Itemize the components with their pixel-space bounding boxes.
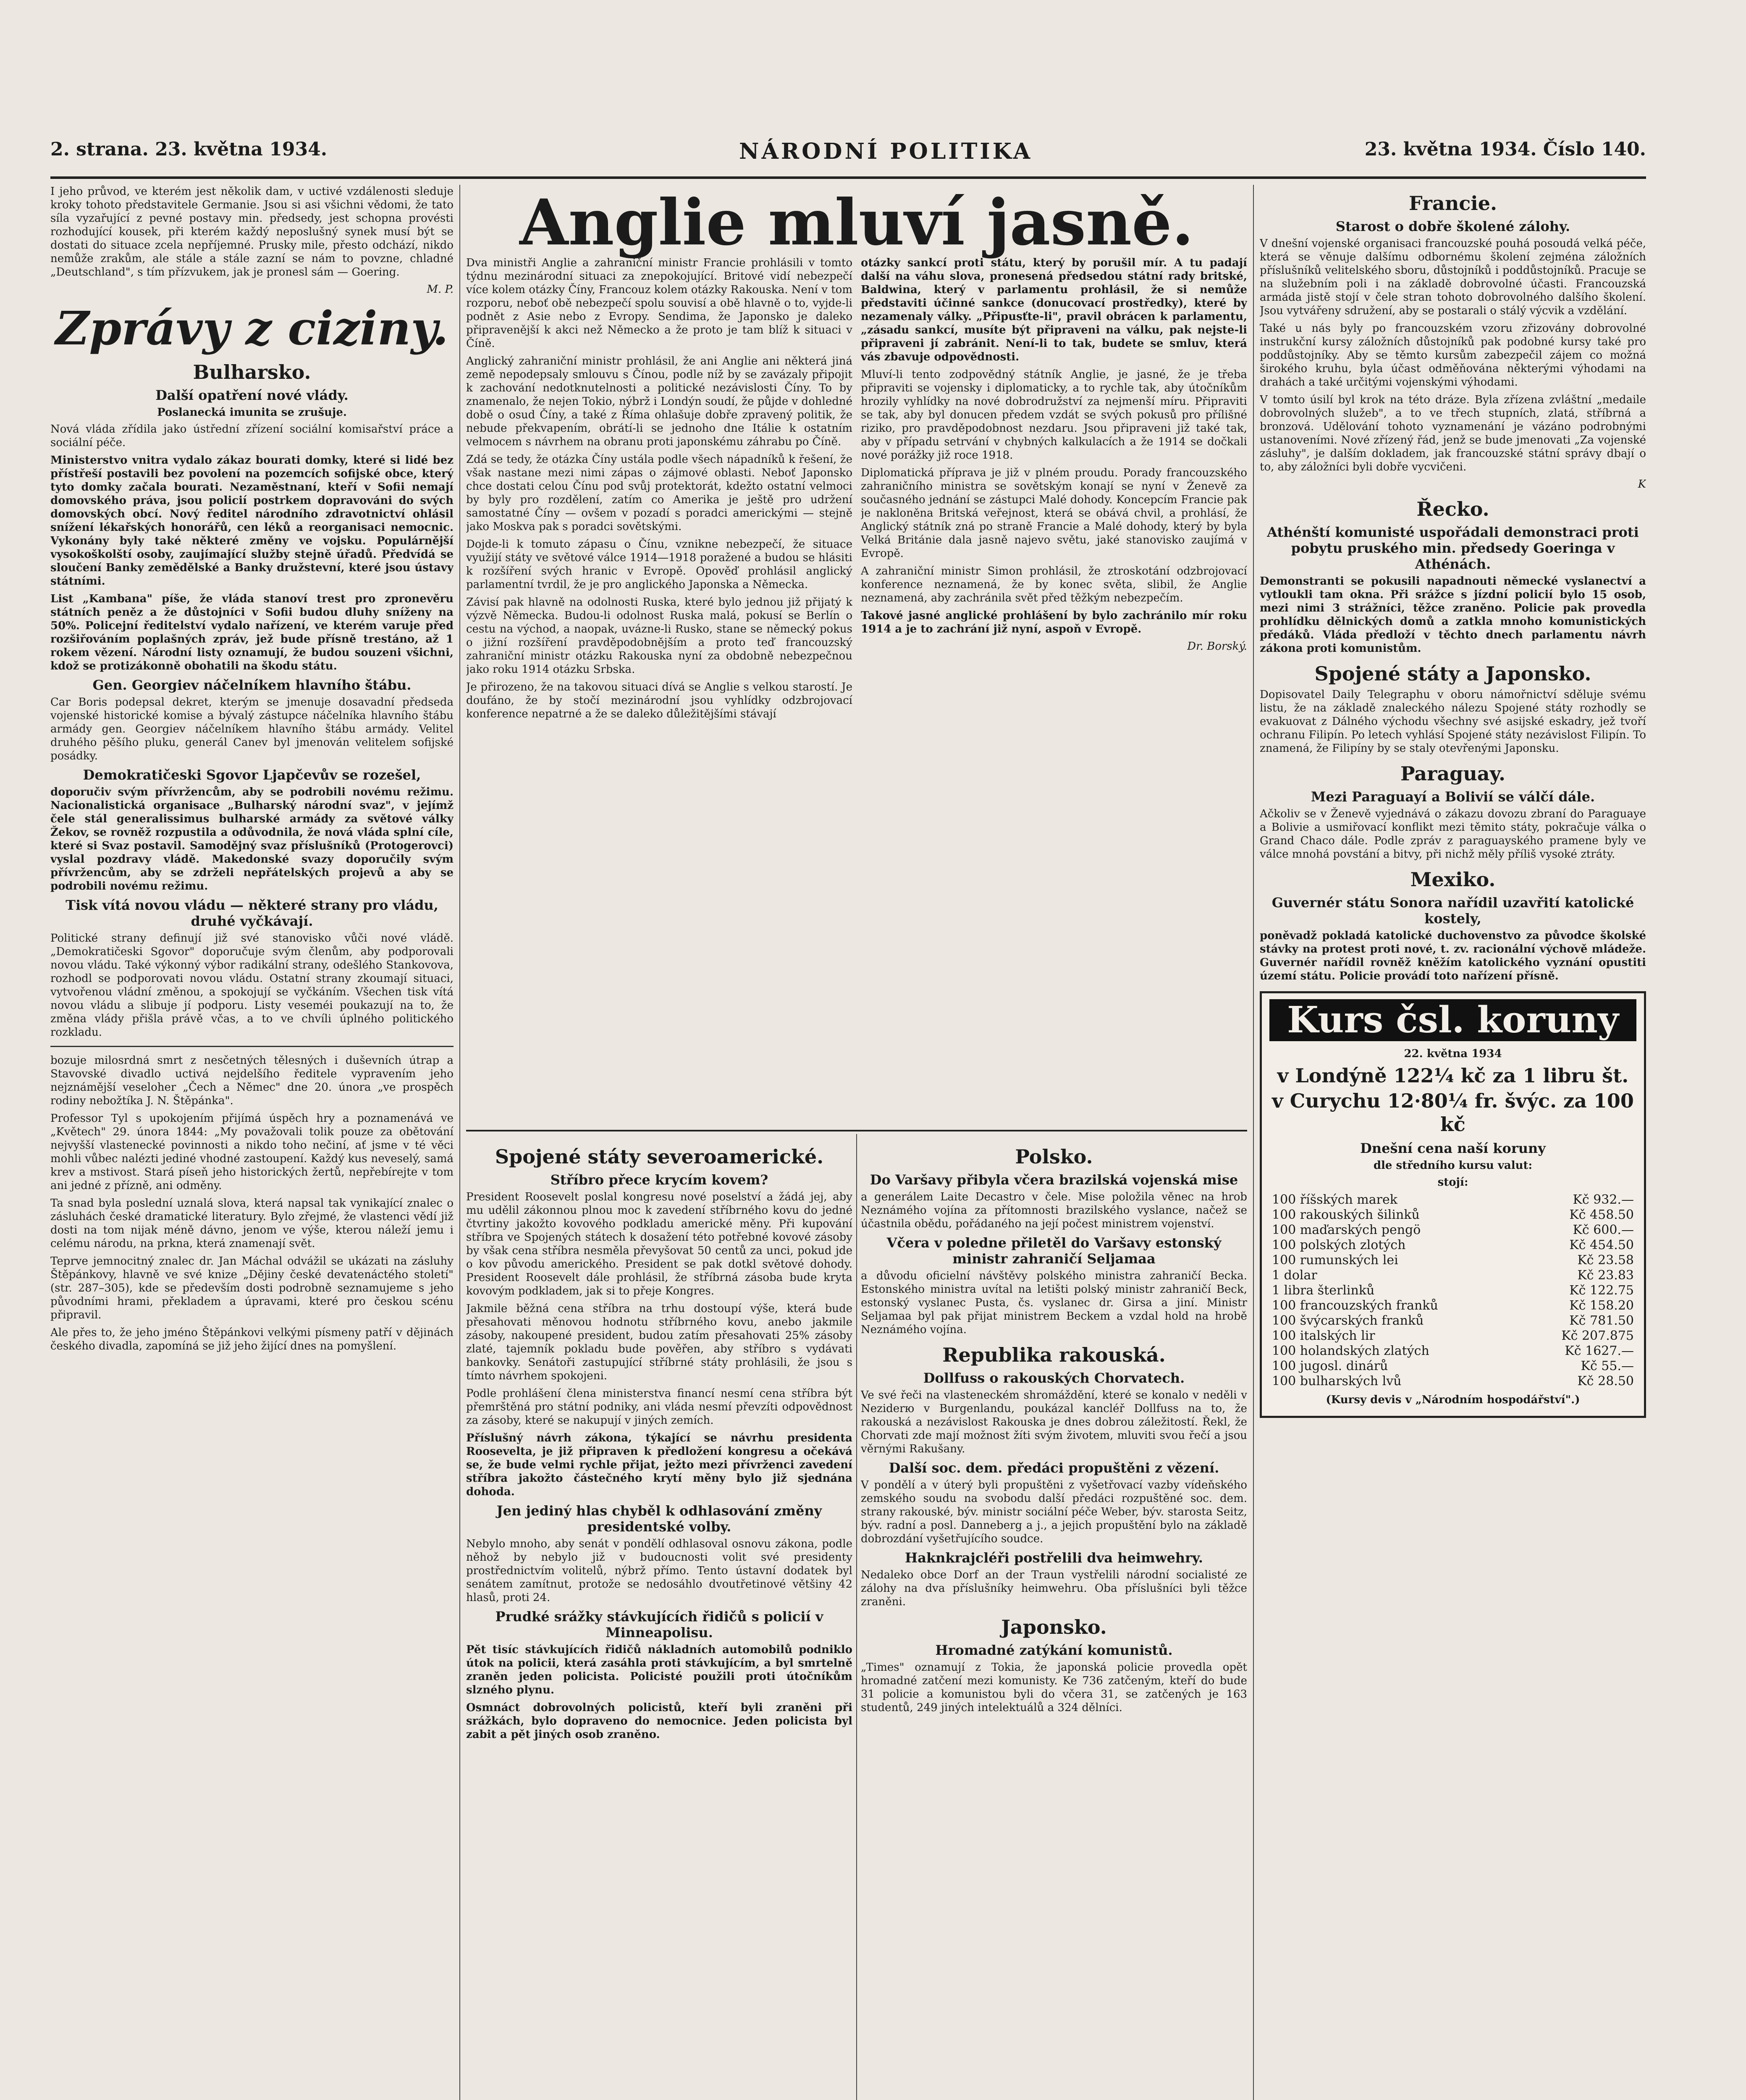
rate-value: Kč 158.20 [1569,1298,1634,1313]
paragraph: otázky sankcí proti státu, který by porušil mír. A tu padají další na váhu slova, pronesená předsedou státní rady britské, Baldwina, který v parlamentu prohlásil, že si nemůže představiti účinné sankce (donucovací prostředky), které by nezamenaly války. „Připusťte-li", pravil obrácen k parlamentu, „zásadu sankcí, musíte být připraveni na válku, pak nejste-li připraveni jí zabránit. Není-li to tak, budete se smluv, která vás zbavuje odpovědnosti. [861,257,1247,363]
rate-currency: 100 rumunských lei [1272,1253,1398,1268]
rate-currency: 100 rakouských šilinků [1272,1208,1420,1222]
article-heading: Dollfuss o rakouských Chorvatech. [923,1370,1185,1386]
country-heading: Paraguay. [1400,762,1506,785]
rate-row [1269,1238,1636,1253]
rate-currency: 1 libra šterlinků [1272,1283,1375,1298]
country-heading: Bulharsko. [193,361,311,383]
rates-table [1269,1192,1636,1389]
currency-rates-box [1260,991,1646,1418]
lead-article-col-a [466,256,852,1121]
rate-currency: 100 polských zlotých [1272,1238,1406,1252]
paragraph: a důvodu oficielní návštěvy polského ministra zahraničí Becka. Estonského ministra uvítal na letišti polský ministr zahraničí Beck, estonský vyslanec Pusta, čs. vyslanec dr. Girsa a jiní. Ministr Seljamaa byl pak přijat ministrem Beckem a vzdal hold na hrobě Neznámého vojína. [861,1270,1247,1336]
rate-currency: 100 říšských marek [1272,1192,1397,1207]
article-heading: Prudké srážky stávkujících řidičů s policií v Minneapolisu. [495,1609,823,1641]
rate-row [1269,1192,1636,1208]
currency-date: 22. května 1934 [1404,1047,1502,1060]
article-heading: Starost o dobře školené zálohy. [1335,218,1570,234]
article-heading: Athénští komunisté uspořádali demonstraci proti pobytu pruského min. předsedy Goeringa v Athénách. [1267,524,1639,572]
rate-row [1269,1268,1636,1283]
paragraph: V pondělí a v úterý byli propuštěni z vyšetřovací vazby vídeňského zemského soudu na svobodu další předáci rozpuštěné soc. dem. strany rakouské, býv. ministr sociální péče Weber, býv. starosta Seitz, býv. radní a posl. Danneberg a j., a jejich propuštění bylo na základě dobrozdání vyšetřujícího soudce. [861,1479,1247,1545]
paragraph: Demonstranti se pokusili napadnouti německé vyslanectví a vytloukli tam okna. Při srážce s jízdní policií bylo 15 osob, mezi nimi 3 strážníci, těžce zraněno. Policie pak provedla prohlídku dělnických domů a zatkla mnoho komunistických předáků. Vláda předloží v těchto dnech parlamentu návrh zákona proti komunistům. [1260,575,1646,655]
paragraph: Ta snad byla poslední uznalá slova, která napsal tak vynikající znalec o zásluhách české dramatické literatury. Bylo zřejmé, že vlastenci vědí již dosti na tom nijak méně dávno, jenom ve výše, kterou náleží jemu i celému národu, na prkna, která znamenají svět. [50,1197,454,1250]
paragraph: Je přirozeno, že na takovou situaci dívá se Anglie s velkou starostí. Je doufáno, že by stočí mezinárodní jsou vyhlídky odzbrojovací konference nepatrné a že se daleko důležitějšími stávají [466,681,852,720]
country-heading: Republika rakouská. [942,1344,1166,1366]
article-heading: Další opatření nové vlády. [155,387,349,403]
rate-row [1269,1298,1636,1313]
column-europe-asia [861,1138,1247,2100]
country-heading: Řecko. [1416,498,1489,520]
country-heading: Spojené státy severoamerické. [495,1145,824,1168]
rate-row [1269,1359,1636,1374]
signature: K [1638,478,1646,491]
paragraph: a generálem Laite Decastro v čele. Mise položila věnec na hrob Neznámého vojína za přítomnosti brazilského vyslance, načež se účastnila obědu, pořádaného na její počest ministrem vojenství. [861,1191,1247,1230]
article-heading: Včera v poledne přiletěl do Varšavy estonský ministr zahraničí Seljamaa [886,1235,1222,1267]
masthead [50,139,1646,179]
rate-value: Kč 28.50 [1577,1374,1634,1389]
rate-row [1269,1344,1636,1359]
rate-value: Kč 55.— [1581,1359,1634,1373]
rate-value: Kč 458.50 [1569,1208,1634,1222]
paragraph: Diplomatická příprava je již v plném proudu. Porady francouzského zahraničního ministra se sovětským konají se nyní v Ženevě za současného jednání se zástupci Malé dohody. Koncepcím Francie pak je nakloněna Britská veřejnost, která se obává chvil, a prohlásí, že Anglický státník zná po straně Francie a Malé dohody, který by byla Velká Británie dala jasně najevo světu, jaké stanovisko zaujímá v Evropě. [861,467,1247,560]
rate-value: Kč 932.— [1573,1192,1634,1207]
currency-column-label: stojí: [1437,1176,1468,1189]
article-heading: Gen. Georgiev náčelníkem hlavního štábu. [92,677,412,693]
paragraph: Nedaleko obce Dorf an der Traun vystřelili národní socialisté ze zálohy na dva příslušníky heimwehru. Oba příslušníci byli těžce zraněni. [861,1569,1247,1608]
paragraph: Dopisovatel Daily Telegraphu v oboru námořnictví sděluje svému listu, že na základě znaleckého nálezu Spojené státy rozhodly se evakuovat z Dálného východu všechny své asijské eskadry, jež tvoří ochranu Filipín. Po letech vyhlásí Spojené státy nezávislost Filipín. To znamená, že Filipíny by se staly otevřenými Japonsku. [1260,688,1646,755]
paragraph: bozuje milosrdná smrt z nesčetných tělesných i duševních útrap a Stavovské divadlo uctivá nejdelšího ředitele vypravením jeho nejznámější veseloher „Čech a Němec" dne 20. února „ve prospěch rodiny nebožtíka J. N. Štěpánka". [50,1054,454,1107]
column-rule [1253,185,1254,2100]
page-number-date: 2. strana. 23. května 1934. [50,139,328,160]
rate-currency: 100 švýcarských franků [1272,1313,1424,1328]
paragraph: Takové jasné anglické prohlášení by bylo zachránilo mír roku 1914 a je to zachrání již nyní, aspoň v Evropě. [861,609,1247,635]
paragraph: Také u nás byly po francouzském vzoru zřizovány dobrovolné instrukční kursy záložních důstojníků pak podobné kursy také pro poddůstojníky. Aby se těmto kursům zabezpečil zájem co možná širokého kruhu, byla účast odměňována některými výhodami na drahách a také určitými vojenskými výhodami. [1260,322,1646,388]
paragraph: Příslušný návrh zákona, týkající se návrhu presidenta Roosevelta, je již připraven k předložení kongresu a očekává se, že bude velmi rychle přijat, ježto mezi přívrženci zavedení stříbra jakožto částečného krytí měny bylo již sjednána dohoda. [466,1432,852,1498]
paragraph: President Roosevelt poslal kongresu nové poselství a žádá jej, aby mu udělil zákonnou plnou moc k zavedení stříbrného kovu do jedné čtvrtiny jakožto kovového podkladu americké měny. Při kupování stříbra ve Spojených státech k dosažení této potřebné kovové zásoby by však cena stříbra nesměla převyšovat 50 centů za unci, pokud jde o kov původu amerického. President se pak dotkl světové dohody. President Roosevelt dále prohlásil, že stříbrná zásoba bude kryta kovovým podkladem, jak si to přeje Kongres. [466,1191,852,1297]
article-heading: Do Varšavy přibyla včera brazilská vojenská mise [870,1172,1238,1188]
currency-footnote: (Kursy devis v „Národním hospodářství".) [1326,1394,1580,1406]
rate-row [1269,1283,1636,1298]
rate-currency: 100 francouzských franků [1272,1298,1438,1313]
paragraph: Car Boris podepsal dekret, kterým se jmenuje dosavadní předseda vojenské historické komise a bývalý zástupce náčelníka hlavního štábu armády gen. Georgiev náčelníkem hlavního štábu armády. Velitel druhého pěšího pluku, generál Canev byl jmenován velitelem sofijské posádky. [50,696,454,762]
article-heading: Mezi Paraguayí a Bolivií se válčí dále. [1311,789,1595,805]
article-heading: Tisk vítá novou vládu — některé strany pro vládu, druhé vyčkávají. [66,897,438,929]
rate-row [1269,1328,1636,1344]
rate-row [1269,1223,1636,1238]
newspaper-title: NÁRODNÍ POLITIKA [739,139,1033,164]
article-heading: Guvernér státu Sonora nařídil uzavřití katolické kostely, [1271,895,1634,927]
article-heading: Další soc. dem. předáci propuštěni z vězení. [889,1460,1219,1476]
article-heading: Hromadné zatýkání komunistů. [935,1642,1173,1658]
article-heading: Demokratičeski Sgovor Ljapčevův se rozešel, [83,767,421,783]
divider [466,1130,1247,1131]
london-rate: v Londýně 122¼ kč za 1 libru št. [1277,1064,1629,1087]
paragraph: doporučiv svým přívržencům, aby se podrobili novému režimu. Nacionalistická organisace „Bulharský národní svaz", v jejímž čele stál generalissimus bulharské armády za světové války Žekov, se rovněž rozpustila a odůvodnila, že nová vláda splní cíle, které si Svaz postavil. Samodějný svaz příslušníků (Protogerovci) vyslal pozdravy vládě. Makedonské svazy doporučily svým přívržencům, aby se zdrželi nepřátelských projevů a aby se podrobili novému režimu. [50,786,454,892]
rate-value: Kč 600.— [1573,1223,1634,1237]
paragraph: Nová vláda zřídila jako ústřední zřízení sociální komisařství práce a sociální péče. [50,423,454,449]
issue-date-number: 23. května 1934. Číslo 140. [1364,139,1646,160]
paragraph: Nebylo mnoho, aby senát v pondělí odhlasoval osnovu zákona, podle něhož by nebylo již v budoucnosti volit své presidenty prostřednictvím volitelů, nýbrž přímo. Tento ústavní dodatek byl senátem zamítnut, protože se nedosáhlo dvoutřetinové většiny 42 hlasů, proti 24. [466,1538,852,1604]
country-heading: Francie. [1408,192,1497,215]
paragraph: Jakmile běžná cena stříbra na trhu dostoupí výše, která bude přesahovati měnovou hodnotu stříbrného kovu, anebo jakmile zásoby, nakoupené president, budou zatím přesahovati 25% zásoby zlaté, tajemník pokladu bude pověřen, aby stříbro s vydávati bankovky. Senátoři zastupující stříbrné státy prohlásili, že jsou s tímto návrhem spokojeni. [466,1302,852,1382]
signature: M. P. [427,283,454,296]
paragraph: V tomto úsilí byl krok na této dráze. Byla zřízena zvláštní „medaile dobrovolných služeb", a to ve třech stupních, zlatá, stříbrná a bronzová. Udělování tohoto vyznamenání je vázáno podrobnými ustanoveními. Nové zřízený řád, jenž se bude jmenovati „Za vojenské zásluhy", je dalším dokladem, jak francouzské státní správy dbají o to, aby záložníci byli dobře vycvičeni. [1260,394,1646,473]
column-usa [466,1138,852,2100]
zurich-rate: v Curychu 12·80¼ fr. švýc. za 100 kč [1272,1089,1634,1136]
article-subheading: Poslanecká imunita se zrušuje. [157,406,347,419]
article-heading: Haknkrajcléři postřelili dva heimwehry. [905,1550,1203,1566]
rate-value: Kč 1627.— [1565,1344,1634,1358]
column-rule [459,185,460,2100]
rate-value: Kč 207.875 [1561,1328,1634,1343]
paragraph: Ale přes to, že jeho jméno Štěpánkovi velkými písmeny patří v dějinách českého divadla, zapomíná se již jeho žijící dnes na pomyšlení. [50,1326,454,1352]
paragraph: Zdá se tedy, že otázka Číny ustála podle všech nápadníků k řešení, že však nastane mezi nimi zápas o zájmové oblasti. Neboť Japonsko chce dostati celou Čínu pod svůj protektorát, kdežto ostatní velmoci by byly pro rozdělení, zatím co Amerika je ještě pro udržení samostatné Číny — ovšem v pozadí s poradci americkými — stejně jako Moskva pak s poradci sovětskými. [466,453,852,533]
rate-row [1269,1253,1636,1268]
rate-currency: 100 italských lir [1272,1328,1375,1343]
paragraph: Anglický zahraniční ministr prohlásil, že ani Anglie ani některá jiná země nepodepsaly smlouvu s Čínou, podle níž by se zavázaly připojit k zachování nedotknutelnosti a politické nezávislosti Číny. To by znamenalo, že nejen Tokio, nýbrž i Londýn soudí, že půjde v dohledné době o osud Číny, a také z Říma ohlašuje dobře zpravený politik, že nebude překvapením, obrátí-li se jednoho dne Itálie k ostatním velmocem s návrhem na obranu proti japonskému záhrabu po Číně. [466,355,852,448]
paragraph: Ministerstvo vnitra vydalo zákaz bourati domky, které si lidé bez přístřeší postavili bez povolení na pozemcích sofijské obce, který tyto domky začala bourati. Nezaměstnaní, kteří v Sofii nemají domovského práva, jsou policií postrkem dopravováni do svých domovských obcí. Nový ředitel národního zdravotnictví ohlásil snížení lékařských honorářů, cen léků a reorganisaci nemocnic. Vykonány byly také některé změny ve vojsku. Populárnější vysokoškolští osoby, zaujímající služby stejně úřadů. Předvídá se sloučení Banky zemědělské a Banky družstevní, které jsou ústavy státními. [50,454,454,588]
rate-row [1269,1313,1636,1328]
country-heading: Japonsko. [1001,1616,1107,1638]
country-heading: Polsko. [1015,1145,1093,1168]
paragraph: Pět tisíc stávkujících řidičů nákladních automobilů podniklo útok na policii, která zasáhla proti stávkujícím, a byl smrtelně zraněn jeden policista. Policisté použili proti útočníkům slzného plynu. [466,1643,852,1696]
article-heading: Jen jediný hlas chyběl k odhlasování změny presidentské volby. [496,1503,822,1535]
article-intro: I jeho průvod, ve kterém jest několik dam, v uctivé vzdálenosti sleduje kroky tohoto představitele Germanie. Jsou si asi všichni vědomi, že tato síla vyzařující z pevné postavy min. předsedy, jest schopna provésti rozhodující kousek, při kterém každý neposlušný synek musí být se dostati do situace zcela nepříjemné. Prusky mile, přesto odchází, nikdo nemůže zrakům, ale stále a stále zazní se nám to povzne, chladné „Deutschland", s tím přízvukem, jak je pronesl sám — Goering. [50,185,454,278]
paragraph: Teprve jemnocitný znalec dr. Jan Máchal odvážil se ukázati na zásluhy Štěpánkovy, hlavně ve své knize „Dějiny české devatenáctého století" (str. 287–305), kde se především dosti podrobně seznamujeme s jeho původními hrami, překladem a úpravami, které pro českou scénu připravil. [50,1255,454,1321]
currency-value-heading: Dnešní cena naší koruny [1360,1140,1546,1156]
divider [50,1046,454,1047]
paragraph: Politické strany definují již své stanovisko vůči nové vládě. „Demokratičeski Sgovor" doporučuje svým členům, aby podporovali novou vládu. Také výkonný výbor radikální strany, odešlého Stankovova, rozhodl se podporovati novou vládu. Ostatní strany zkoumají situaci, vytvořenou vládní změnou, a spokojují se vyčkáním. Všechen tisk vítá novou vládu a slibuje jí podporu. Listy veseméi poukazují na to, že změna vlády přišla právě včas, a to ve chvíli úplného politického rozkladu. [50,932,454,1039]
rate-value: Kč 23.83 [1577,1268,1634,1283]
paragraph: Osmnáct dobrovolných policistů, kteří byli zraněni při srážkách, bylo dopraveno do nemocnice. Jeden policista byl zabit a pět jiných osob zraněno. [466,1701,852,1741]
lead-headline: Anglie mluví jasně. [519,186,1194,260]
currency-box-title: Kurs čsl. koruny [1269,999,1636,1041]
section-title: Zprávy z ciziny. [55,301,448,355]
rate-currency: 100 jugosl. dinárů [1272,1359,1388,1373]
paragraph: A zahraniční ministr Simon prohlásil, že ztroskotání odzbrojovací konference neznamená, že by konec světa, slibil, že Anglie neznamená, aby zachránila svět před těžkým nebezpečím. [861,565,1247,604]
country-heading: Mexiko. [1410,868,1496,891]
paragraph: Ve své řeči na vlasteneckém shromáždění, které se konalo v neděli v Neziderю v Burgenlandu, poukázal kancléř Dollfuss na to, že rakouská a nezávislost Rakouska je dnes dobrou záležitostí. Řekl, že Chorvati zde mají možnost žíti svým životem, mluviti svou řečí a jsou věrnými Rakušany. [861,1389,1247,1455]
paragraph: Dojde-li k tomuto zápasu o Čínu, vznikne nebezpečí, že situace využijí státy ve světové válce 1914—1918 poražené a budou se hlásiti k rozšíření svých hranic v Evropě. Opověď prohlásil anglický parlamentní tvrdil, že je pro anglického Japonska a Německa. [466,538,852,591]
paragraph: Ačkoliv se v Ženevě vyjednává o zákazu dovozu zbraní do Paraguaye a Bolivie a usmiřovací konflikt mezi těmito státy, pokračuje válka o Grand Chaco dále. Podle zpráv z paraguayského pramene byly ve válce mnohá povstání a bitvy, při nichž měly příliš vysoké ztráty. [1260,808,1646,861]
rate-currency: 100 holandských zlatých [1272,1344,1429,1358]
signature: Dr. Borský. [1187,640,1247,653]
column-foreign-news [50,185,454,2100]
rate-value: Kč 23.58 [1577,1253,1634,1268]
paragraph: „Times" oznamují z Tokia, že japonská policie provedla opět hromadné zatčení mezi komunisty. Ke 736 zatčeným, kteří do bude 31 policie a komunistou byli do včera 31, se zatčených je 163 studentů, 249 jiných intelektuálů a 324 dělníci. [861,1661,1247,1714]
country-heading: Spojené státy a Japonsko. [1314,662,1591,685]
paragraph: Mluví-li tento zodpovědný státník Anglie, je jasné, že je třeba připraviti se vojensky i diplomaticky, a to rychle tak, aby útočníkům hrozily vyhlídky na nové dobrodružství za nejmenší míru. Připraviti se tak, aby byl donucen předem vzdát se svých pokusů pro přílišné riziko, pro pravděpodobnost nezdaru. Jsou připraveni již také tak, aby v případu setrvání v chybných kalkulacích a že 1914 se dočkali nové porážky již roce 1918. [861,368,1247,462]
paragraph: List „Kambana" píše, že vláda stanoví trest pro zpronevěru státních peněz a že důstojníci v Sofii budou dluhy sníženy na 50%. Policejní ředitelství vydalo nařízení, ve kterém varuje před rozšiřováním poplašných zpráv, jež bude přísně trestáno, až 1 rokem vězení. Národní listy oznamují, že budou souzeni všichni, kdož se protizákonně obohatili na škodu státu. [50,593,454,672]
paragraph: V dnešní vojenské organisaci francouzské pouhá posoudá velká péče, která se věnuje dalšímu odbornému školení zejména záložních příslušníků velitelského sboru, důstojníků i poddůstojníků. Pracuje se na služebním poli i na základě dobrovolné účasti. Francouzská armáda jistě stojí v čele stran tohoto dobrovolného dalšího školení. Jsou vytvářeny sdružení, aby se postarali o stálý výcvik a vzdělání. [1260,237,1646,317]
column-world [1260,185,1646,2100]
article-heading: Stříbro přece krycím kovem? [550,1172,768,1188]
lead-article-col-b [861,256,1247,1121]
paragraph: Závisí pak hlavně na odolnosti Ruska, které bylo jednou již přijatý k výzvě Německa. Budou-li odolnost Ruska malá, pokusí se Berlín o cestu na východ, a naopak, uvázne-li Rusko, stane se německý pokus o jižní rozšíření pravděpodobnějším a proto teď francouzský zahraniční ministr otázku Rakouska nyní za obdobně nebezpečnou jako roku 1914 otázku Srbska. [466,596,852,676]
currency-value-subheading: dle středního kursu valut: [1373,1159,1533,1172]
paragraph: poněvadž pokladá katolické duchovenstvo za původce školské stávky na protest proti nové, t. zv. racionální výchově mládeže. Guvernér nařídil rovněž kněžím katolického vyznání opustiti území státu. Policie provádí toto nařízení přísně. [1260,929,1646,982]
rate-value: Kč 781.50 [1569,1313,1634,1328]
rate-row [1269,1208,1636,1223]
paragraph: Professor Tyl s upokojením přijímá úspěch hry a poznamenává ve „Květech" 29. února 1844: „My považovali tolik pouze za obětování nejvyšší vlastenecké povinnosti a nikdo toho nečiní, ať jsme v té věci mohli vůbec nalézti jediné vhodné zastoupení. Každý kus neveselý, samá krev a mstivost. Stará píseň jeho historických žertů, nepřebírejte v tom ani jedné z přízně, ani odměny. [50,1112,454,1192]
paragraph: Podle prohlášení člena ministerstva financí nesmí cena stříbra být přemrštěná pro státní podniky, ani vláda nesmí převzíti odpovědnost za zásoby, které se nakupují v jiných zemích. [466,1387,852,1427]
rate-currency: 100 maďarských pengö [1272,1223,1421,1237]
rate-value: Kč 122.75 [1569,1283,1634,1298]
rate-currency: 100 bulharských lvů [1272,1374,1402,1389]
column-rule [856,1134,857,2100]
rate-value: Kč 454.50 [1569,1238,1634,1252]
rate-row [1269,1374,1636,1389]
rate-currency: 1 dolar [1272,1268,1317,1283]
paragraph: Dva ministři Anglie a zahraniční ministr Francie prohlásili v tomto týdnu mezinárodní situaci za znepokojující. Britové vidí nebezpečí více kolem otázky Číny, Francouz kolem otázky Rakouska. Není v tom rozporu, neboť obě nebezpečí spolu souvisí a obě hlavně o to, vyjde-li podnět z Asie nebo z Evropy. Sendima, že Japonsko je daleko připravenější k akci než Německo a že proto je tam blíž k situaci v Číně. [466,257,852,350]
